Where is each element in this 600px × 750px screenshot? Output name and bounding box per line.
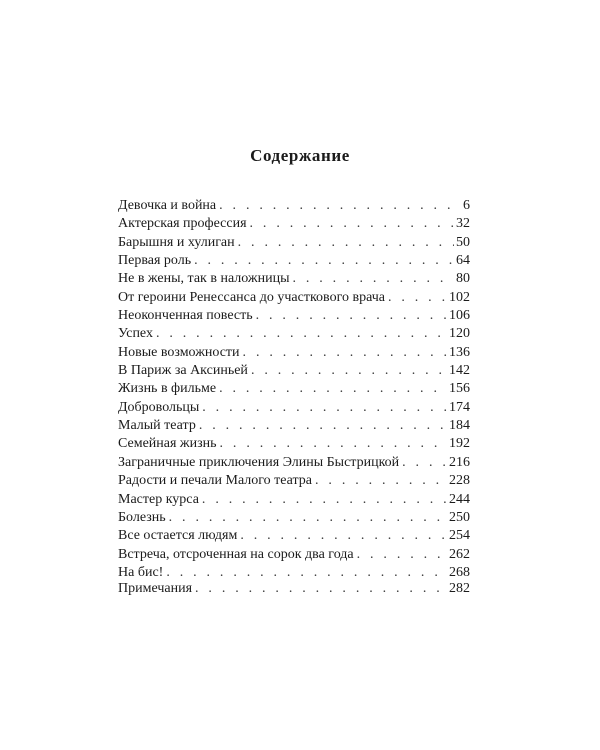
toc-leader-dots <box>202 491 447 509</box>
toc-entry <box>118 344 470 362</box>
toc-entry-page: 6 <box>463 198 470 213</box>
toc-entry-page: 102 <box>449 289 470 305</box>
toc-entry-page: 142 <box>449 363 470 379</box>
toc-entry-page: 174 <box>449 399 470 415</box>
toc-leader-dots <box>292 270 454 288</box>
toc-entry <box>118 325 470 343</box>
toc-entry <box>118 252 470 270</box>
toc-leader-dots <box>402 454 447 472</box>
toc-entry <box>118 289 470 307</box>
toc-entry-page: 32 <box>456 216 470 232</box>
toc-entry-page: 64 <box>456 253 470 269</box>
toc-entry-title: Успех <box>118 326 153 342</box>
toc-entry-title: Барышня и хулиган <box>118 234 235 250</box>
toc-entry-title: В Париж за Аксиньей <box>118 363 248 379</box>
toc-entry <box>118 362 470 380</box>
toc-entry-title: Встреча, отсроченная на сорок два года <box>118 546 354 562</box>
toc-entry <box>118 435 470 453</box>
toc-leader-dots <box>220 435 447 453</box>
toc-entry-page: 262 <box>449 546 470 562</box>
toc-entry <box>118 454 470 472</box>
toc-entry-page: 106 <box>449 308 470 324</box>
toc-entry <box>118 491 470 509</box>
toc-entry-page: 216 <box>449 454 470 470</box>
toc-entry-page: 50 <box>456 234 470 250</box>
toc-entry <box>118 307 470 325</box>
toc-entry-title: Заграничные приключения Элины Быстрицкой <box>118 454 400 470</box>
toc-entry-title: Жизнь в фильме <box>118 381 217 397</box>
toc-entry-title: Неоконченная повесть <box>118 308 253 324</box>
toc-leader-dots <box>240 527 447 545</box>
toc-leader-dots <box>194 252 454 270</box>
toc-entry-page: 156 <box>449 381 470 397</box>
page-title: Содержание <box>250 146 350 165</box>
toc-leader-dots <box>219 197 461 215</box>
toc-leader-dots <box>251 362 447 380</box>
toc-leader-dots <box>357 546 447 564</box>
toc-leader-dots <box>202 399 447 417</box>
toc-entry-title: Первая роль <box>118 253 192 269</box>
toc-entry-title: Радости и печали Малого театра <box>118 473 313 489</box>
toc-entry-page: 228 <box>449 473 470 489</box>
table-of-contents <box>118 197 470 582</box>
toc-entry <box>118 234 470 252</box>
toc-appendix <box>118 580 470 598</box>
toc-entry-title: Актерская профессия <box>118 216 247 232</box>
toc-leader-dots <box>169 509 447 527</box>
toc-entry <box>118 417 470 435</box>
toc-entry-page: 244 <box>449 491 470 507</box>
toc-entry-title: Новые возможности <box>118 344 240 360</box>
toc-leader-dots <box>256 307 447 325</box>
toc-entry <box>118 399 470 417</box>
toc-entry <box>118 527 470 545</box>
toc-entry-title: Мастер курса <box>118 491 199 507</box>
toc-entry <box>118 546 470 564</box>
toc-leader-dots <box>315 472 447 490</box>
toc-entry-title: Не в жены, так в наложницы <box>118 271 290 287</box>
toc-leader-dots <box>219 380 447 398</box>
toc-entry-page: 80 <box>456 271 470 287</box>
toc-entry-page: 254 <box>449 528 470 544</box>
toc-entry-notes <box>118 580 470 598</box>
toc-leader-dots <box>388 289 447 307</box>
toc-entry-title: От героини Ренессанса до участкового врача <box>118 289 385 305</box>
toc-entry-page: 250 <box>449 509 470 525</box>
toc-entry <box>118 215 470 233</box>
toc-entry-page: 268 <box>449 564 470 580</box>
toc-entry <box>118 472 470 490</box>
toc-entry-page: 136 <box>449 344 470 360</box>
toc-entry <box>118 380 470 398</box>
toc-entry-title: Девочка и война <box>118 198 217 213</box>
toc-entry-title: Все остается людям <box>118 528 238 544</box>
toc-entry <box>118 197 470 215</box>
toc-entry-title: Семейная жизнь <box>118 436 217 452</box>
toc-entry <box>118 270 470 288</box>
toc-entry <box>118 509 470 527</box>
toc-leader-dots <box>195 580 447 598</box>
toc-leader-dots <box>199 417 447 435</box>
toc-leader-dots <box>238 234 454 252</box>
toc-entry-title: Болезнь <box>118 509 166 525</box>
toc-entry-title: Примечания <box>118 581 193 596</box>
toc-leader-dots <box>250 215 454 233</box>
toc-entry-page: 184 <box>449 418 470 434</box>
toc-leader-dots <box>243 344 447 362</box>
toc-entry-title: На бис! <box>118 564 164 580</box>
toc-leader-dots <box>156 325 447 343</box>
toc-entry-page: 192 <box>449 436 470 452</box>
toc-entry-title: Малый театр <box>118 418 196 434</box>
toc-entry-page: 120 <box>449 326 470 342</box>
toc-entry-page: 282 <box>449 581 470 596</box>
toc-entry-title: Добровольцы <box>118 399 200 415</box>
